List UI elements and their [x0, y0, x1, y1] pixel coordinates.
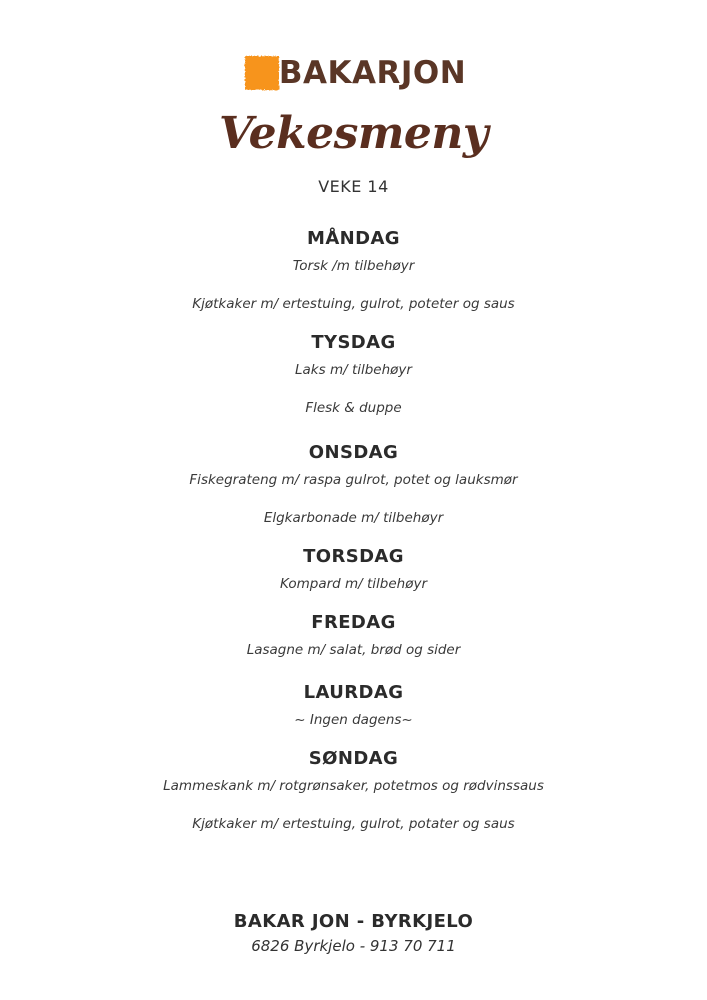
title-underline-decoration: [238, 160, 470, 170]
brand-name: BAKARJON: [278, 55, 467, 91]
dish-onsdag-1: Fiskegrateng m/ raspa gulrot, potet og lauksmør: [189, 472, 518, 488]
dish-sondag-1: Lammeskank m/ rotgrønsaker, potetmos og rødvinssaus: [163, 778, 544, 794]
day-heading-onsdag: ONSDAG: [308, 442, 399, 463]
day-heading-tysdag: TYSDAG: [311, 332, 396, 353]
day-heading-mandag: MÅNDAG: [307, 228, 400, 249]
dish-mandag-2: Kjøtkaker m/ ertestuing, gulrot, poteter og saus: [192, 296, 515, 312]
day-heading-laurdag: LAURDAG: [303, 682, 404, 703]
dish-fredag-1: Lasagne m/ salat, brød og sider: [246, 642, 461, 658]
footer-address: 6826 Byrkjelo - 913 70 711: [251, 937, 456, 955]
dish-torsdag-1: Kompard m/ tilbehøyr: [279, 576, 428, 592]
day-heading-torsdag: TORSDAG: [303, 546, 404, 567]
day-heading-sondag: SØNDAG: [308, 748, 399, 769]
menu-title: Vekesmeny: [219, 108, 488, 159]
dish-tysdag-2: Flesk & duppe: [305, 400, 402, 416]
dish-laurdag-1: ~ Ingen dagens~: [294, 712, 413, 728]
week-label: VEKE 14: [318, 177, 389, 196]
logo-mark-icon: [241, 53, 283, 93]
dish-onsdag-2: Elgkarbonade m/ tilbehøyr: [263, 510, 444, 526]
brand-logo: [0, 53, 707, 93]
dish-tysdag-1: Laks m/ tilbehøyr: [295, 362, 412, 378]
day-heading-fredag: FREDAG: [311, 612, 396, 633]
dish-mandag-1: Torsk /m tilbehøyr: [292, 258, 415, 274]
footer-business-name: BAKAR JON - BYRKJELO: [233, 911, 474, 932]
dish-sondag-2: Kjøtkaker m/ ertestuing, gulrot, potater og saus: [192, 816, 515, 832]
